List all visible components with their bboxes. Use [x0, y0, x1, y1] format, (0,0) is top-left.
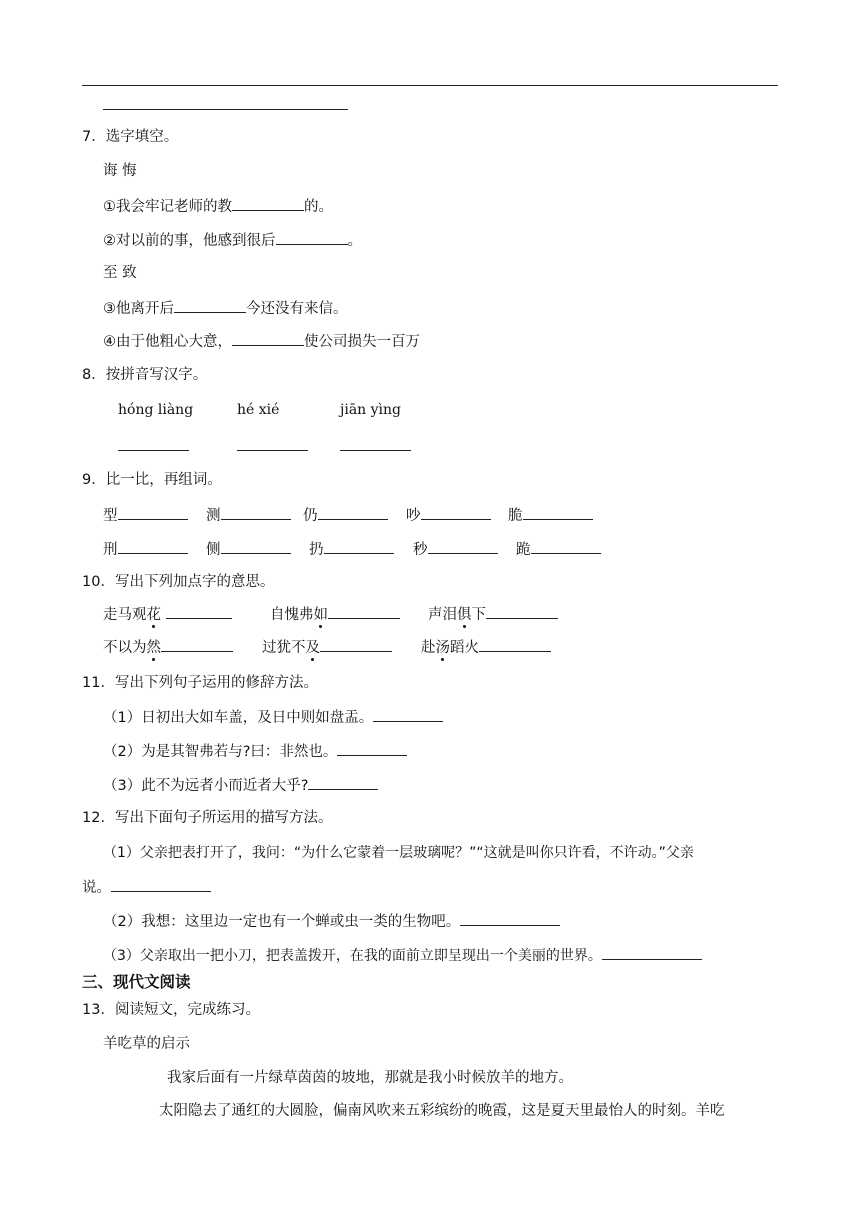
answer-blank[interactable]: [486, 603, 558, 619]
answer-blank[interactable]: [174, 297, 246, 313]
idiom-text: 下: [471, 607, 486, 623]
answer-blank[interactable]: [118, 538, 188, 554]
char: 跪: [516, 542, 531, 558]
pinyin-answer-blank[interactable]: [118, 450, 189, 451]
answer-blank[interactable]: [531, 538, 601, 554]
q13-title: 13．阅读短文，完成练习。: [82, 1002, 260, 1018]
section-heading: 三、现代文阅读: [82, 973, 191, 991]
idiom: [428, 603, 558, 625]
answer-blank[interactable]: [318, 504, 388, 520]
compare-char: [406, 504, 491, 526]
q7-choices-2: 至 致: [103, 265, 137, 281]
answer-blank[interactable]: [523, 504, 593, 520]
answer-blank[interactable]: [221, 504, 291, 520]
item-text: （2）我想：这里边一定也有一个蝉或虫一类的生物吧。: [103, 914, 461, 930]
answer-blank[interactable]: [421, 504, 491, 520]
answer-blank[interactable]: [308, 774, 378, 790]
answer-blank[interactable]: [337, 740, 407, 756]
answer-blank[interactable]: [221, 538, 291, 554]
idiom: [103, 603, 232, 625]
pinyin-answer-blank[interactable]: [237, 450, 308, 451]
idiom-text: 不以为: [103, 640, 147, 656]
char: 测: [206, 508, 221, 524]
q11-item-3: [103, 774, 378, 796]
q7-item-3: [103, 297, 348, 319]
char: 扔: [309, 542, 324, 558]
char: 脆: [508, 508, 523, 524]
dotted-char: 花: [146, 607, 161, 623]
compare-char: [309, 538, 394, 560]
idiom: [270, 603, 400, 625]
q12-item-1: （1）父亲把表打开了，我问：“为什么它蒙着一层玻璃呢？”“这就是叫你只许看，不许动。”父亲: [103, 845, 694, 861]
answer-blank[interactable]: [232, 195, 304, 211]
idiom: [421, 636, 551, 658]
q9-title: 9．比一比，再组词。: [82, 472, 222, 488]
dotted-char: 俱: [457, 607, 472, 623]
compare-char: [103, 504, 188, 526]
idiom-text: 过犹不: [262, 640, 306, 656]
char: 型: [103, 508, 118, 524]
answer-blank[interactable]: [602, 944, 702, 960]
char: 仍: [303, 508, 318, 524]
compare-char: [303, 504, 388, 526]
answer-blank[interactable]: [328, 603, 400, 619]
item-number: ②: [103, 233, 116, 249]
item-number: ③: [103, 301, 116, 317]
char: 刑: [103, 542, 118, 558]
q10-title: 10．写出下列加点字的意思。: [82, 574, 275, 590]
char: 吵: [406, 508, 421, 524]
idiom-text: 声泪: [428, 607, 457, 623]
item-text: 使公司损失一百万: [304, 334, 420, 350]
answer-blank[interactable]: [324, 538, 394, 554]
q7-title: 7．选字填空。: [82, 129, 179, 145]
answer-blank[interactable]: [373, 706, 443, 722]
q12-item-1-cont: [82, 876, 211, 898]
top-divider: [82, 85, 778, 86]
pinyin-3: jiān yìng: [340, 402, 401, 418]
article-title: 羊吃草的启示: [103, 1036, 190, 1052]
answer-blank[interactable]: [460, 910, 560, 926]
item-text: 我会牢记老师的教: [116, 199, 232, 215]
item-text: 今还没有来信。: [246, 301, 348, 317]
q7-item-1: [103, 195, 333, 217]
q11-item-2: [103, 740, 407, 762]
idiom-text: 走马观: [103, 607, 147, 623]
pinyin-answer-blank[interactable]: [340, 450, 411, 451]
item-text: （3）父亲取出一把小刀，把表盖拨开，在我的面前立即呈现出一个美丽的世界。: [103, 948, 602, 964]
answer-blank[interactable]: [428, 538, 498, 554]
q11-item-1: [103, 706, 443, 728]
pinyin-1: hóng liàng: [118, 402, 194, 418]
q7-choices-1: 诲 悔: [103, 163, 137, 179]
answer-blank[interactable]: [111, 876, 211, 892]
q12-item-2: [103, 910, 560, 932]
compare-char: [516, 538, 601, 560]
answer-blank[interactable]: [479, 636, 551, 652]
q8-title: 8．按拼音写汉字。: [82, 367, 208, 383]
item-number: ①: [103, 199, 116, 215]
char: 侧: [206, 542, 221, 558]
q11-title: 11．写出下列句子运用的修辞方法。: [82, 675, 318, 691]
answer-blank[interactable]: [276, 229, 348, 245]
dotted-char: 汤: [435, 640, 450, 656]
item-text: 。: [347, 233, 362, 249]
char: 秒: [413, 542, 428, 558]
answer-blank[interactable]: [320, 636, 392, 652]
item-text: 说。: [82, 880, 111, 896]
answer-blank[interactable]: [166, 603, 232, 619]
compare-char: [103, 538, 188, 560]
item-text: 的。: [304, 199, 333, 215]
q12-item-3: [103, 944, 702, 966]
q12-title: 12．写出下面句子所运用的描写方法。: [82, 810, 333, 826]
item-text: 他离开后: [116, 301, 174, 317]
item-text: （2）为是其智弗若与?曰：非然也。: [103, 744, 338, 760]
answer-line: [103, 109, 348, 110]
article-paragraph-1: 我家后面有一片绿草茵茵的坡地，那就是我小时候放羊的地方。: [167, 1070, 573, 1086]
item-number: ④: [103, 334, 116, 350]
dotted-char: 及: [305, 640, 320, 656]
item-text: （1）日初出大如车盖，及日中则如盘盂。: [103, 710, 374, 726]
dotted-char: 然: [146, 640, 161, 656]
q7-item-2: [103, 229, 362, 251]
item-text: 对以前的事，他感到很后: [116, 233, 276, 249]
pinyin-2: hé xié: [237, 402, 280, 418]
answer-blank[interactable]: [161, 636, 233, 652]
idiom-text: 蹈火: [450, 640, 479, 656]
compare-char: [206, 504, 291, 526]
idiom: [103, 636, 233, 658]
item-text: （3）此不为远者小而近者大乎?: [103, 778, 309, 794]
compare-char: [413, 538, 498, 560]
article-paragraph-2: 太阳隐去了通红的大圆脸，偏南风吹来五彩缤纷的晚霞，这是夏天里最怡人的时刻。羊吃: [159, 1103, 725, 1119]
compare-char: [206, 538, 291, 560]
q7-item-4: [103, 330, 420, 352]
answer-blank[interactable]: [118, 504, 188, 520]
item-text: 由于他粗心大意，: [116, 334, 232, 350]
idiom-text: 赴: [421, 640, 436, 656]
idiom-text: 自愧弗: [270, 607, 314, 623]
dotted-char: 如: [313, 607, 328, 623]
compare-char: [508, 504, 593, 526]
idiom: [262, 636, 392, 658]
answer-blank[interactable]: [232, 330, 304, 346]
